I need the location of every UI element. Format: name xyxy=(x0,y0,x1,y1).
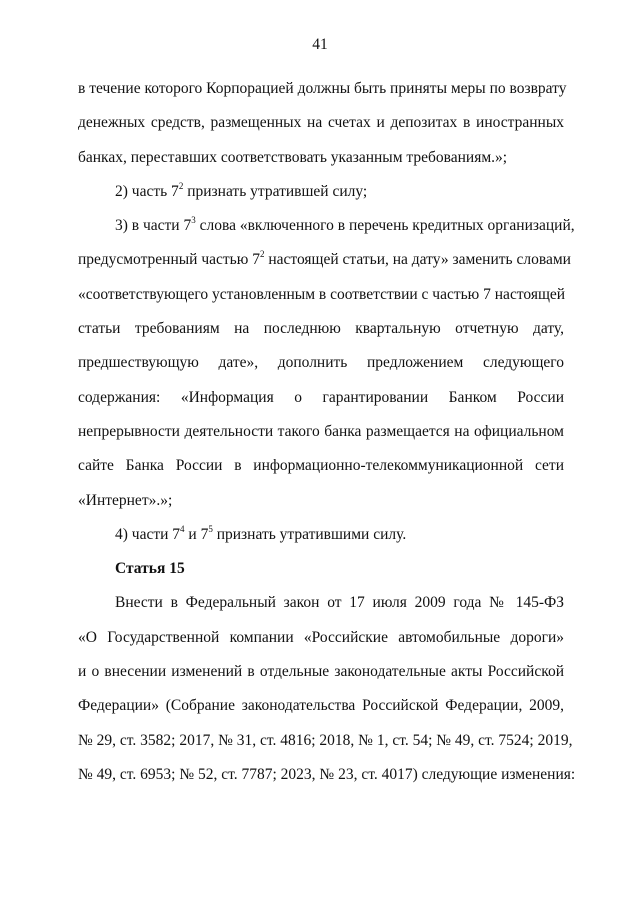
text-line xyxy=(78,381,564,415)
text-segment: № 29, ст. 3582; 2017, № 31, ст. 4816; 2018, № 1, ст. 54; № 49, ст. 7524; 2019, xyxy=(78,731,573,749)
text-line xyxy=(78,106,564,140)
article-heading xyxy=(78,552,564,586)
text-line xyxy=(78,724,573,758)
superscript: 3 xyxy=(191,215,196,226)
text-segment: и о внесении изменений в отдельные законодательные акты Российской xyxy=(78,663,564,681)
text-line xyxy=(78,346,564,380)
text-line xyxy=(78,209,575,243)
text-segment: «О Государственной компании «Российские автомобильные дороги» xyxy=(78,628,564,646)
text-segment: предусмотренный частью 7 xyxy=(78,251,260,269)
text-segment: «соответствующего установленным в соответствии с частью 7 настоящей xyxy=(78,285,566,303)
superscript: 2 xyxy=(178,180,184,191)
text-segment: 4) части 7 xyxy=(115,525,181,543)
text-segment: «Интернет».»; xyxy=(78,491,173,509)
text-line xyxy=(78,758,576,792)
text-segment: № 49, ст. 6953; № 52, ст. 7787; 2023, № 23, ст. 4017) следующие изменения: xyxy=(78,765,576,783)
text-segment: слова «включенного в перечень кредитных организаций, xyxy=(195,217,575,235)
superscript: 4 xyxy=(180,523,185,534)
superscript: 5 xyxy=(208,523,213,534)
text-line xyxy=(78,72,567,106)
text-line xyxy=(78,518,564,552)
text-line xyxy=(78,141,564,175)
page-number: 41 xyxy=(312,36,328,53)
text-segment: денежных средств, размещенных на счетах и депозитах в иностранных xyxy=(78,114,564,132)
text-line xyxy=(78,175,564,209)
text-line xyxy=(78,449,564,483)
text-line xyxy=(78,655,564,689)
text-segment: статьи требованиям на последнюю квартальную отчетную дату, xyxy=(78,320,564,338)
text-line xyxy=(78,621,564,655)
document-body xyxy=(78,72,576,792)
text-line xyxy=(78,278,564,312)
text-line xyxy=(78,415,564,449)
text-segment: и 7 xyxy=(184,525,209,543)
text-line xyxy=(78,312,564,346)
text-segment: в течение которого Корпорацией должны быть приняты меры по возврату xyxy=(78,80,567,97)
text-segment: Федерации» (Собрание законодательства Российской Федерации, 2009, xyxy=(78,697,564,715)
text-line xyxy=(78,484,564,518)
text-line xyxy=(78,586,564,620)
text-segment: непрерывности деятельности такого банка размещается на официальном xyxy=(78,422,564,440)
text-segment: банках, переставших соответствовать указанным требованиям.»; xyxy=(78,148,508,166)
text-line xyxy=(78,689,564,723)
text-segment: предшествующую дате», дополнить предложением следующего xyxy=(78,354,564,372)
text-segment: 2) часть 7 xyxy=(115,182,179,200)
text-segment: содержания: «Информация о гарантировании Банком России xyxy=(78,388,564,406)
text-segment: Внести в Федеральный закон от 17 июля 2009 года № 145-ФЗ xyxy=(115,594,564,612)
text-segment: сайте Банка России в информационно-телекоммуникационной сети xyxy=(78,457,564,475)
text-segment: признать утратившими силу. xyxy=(212,525,407,543)
text-segment: признать утратившей силу; xyxy=(183,182,368,200)
text-segment: Статья 15 xyxy=(115,560,185,578)
superscript: 2 xyxy=(259,249,265,260)
text-segment: 3) в части 7 xyxy=(115,217,192,235)
text-segment: настоящей статьи, на дату» заменить словами xyxy=(264,251,571,269)
text-line xyxy=(78,243,571,277)
